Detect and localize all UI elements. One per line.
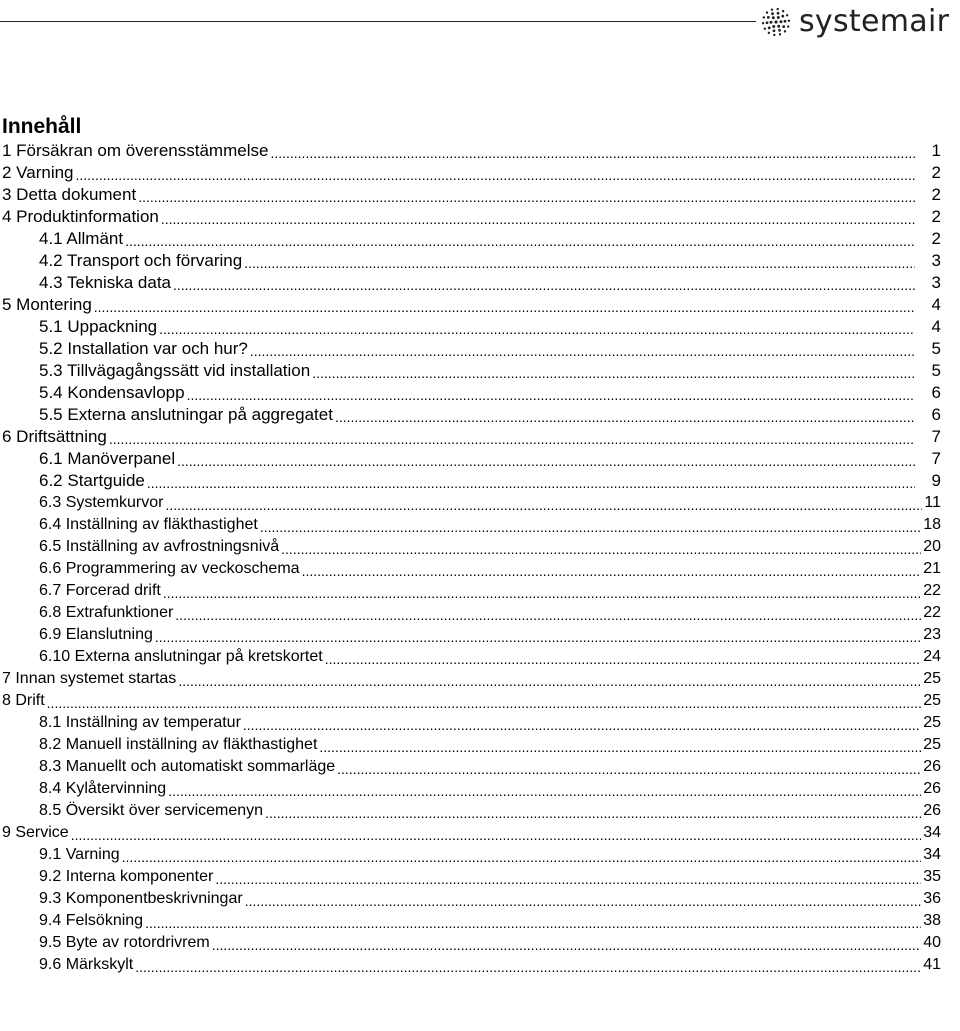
logo-dot	[779, 33, 781, 35]
toc-entry-label: 8.3 Manuellt och automatiskt sommarläge	[39, 758, 336, 775]
brand-name: systemair	[799, 4, 950, 39]
toc-dot-leader	[47, 690, 922, 712]
toc-entry-page: 2	[931, 185, 941, 204]
toc-entry-label: 8 Drift	[2, 692, 45, 709]
toc-entry-page: 25	[923, 714, 941, 731]
toc-entry-label: 6.8 Extrafunktioner	[39, 604, 174, 621]
toc-entry-label: 8.2 Manuell inställning av fläkthastighet	[39, 736, 318, 753]
toc-entry[interactable]	[0, 756, 941, 778]
toc-dot-leader	[159, 316, 915, 338]
logo-dot	[782, 25, 785, 28]
toc-entry-page: 41	[923, 956, 941, 973]
toc-dot-leader	[312, 360, 915, 382]
logo-dot	[788, 20, 790, 22]
toc-entry-page: 26	[923, 780, 941, 797]
toc-entry-label: 2 Varning	[2, 163, 74, 182]
toc-entry-page: 38	[923, 912, 941, 929]
toc-entry-label: 4.3 Tekniska data	[39, 273, 171, 292]
toc-entry-page: 23	[923, 626, 941, 643]
logo-dot	[768, 26, 771, 29]
toc-entry[interactable]	[0, 910, 941, 932]
toc-dot-leader	[281, 536, 921, 558]
toc-dot-leader	[161, 206, 915, 228]
logo-dot	[771, 8, 773, 10]
toc-dot-leader	[168, 778, 921, 800]
toc-entry-page: 3	[931, 273, 941, 292]
toc-title: Innehåll	[2, 115, 82, 138]
toc-entry-page: 26	[923, 802, 941, 819]
toc-entry[interactable]	[0, 734, 941, 756]
toc-dot-leader	[265, 800, 921, 822]
toc-entry-label: 5.4 Kondensavlopp	[39, 383, 185, 402]
toc-entry-page: 5	[931, 339, 941, 358]
toc-entry-page: 21	[923, 560, 941, 577]
toc-entry[interactable]	[0, 844, 941, 866]
toc-entry-page: 7	[931, 427, 941, 446]
toc-entry-label: 9.6 Märkskylt	[39, 956, 134, 973]
toc-entry-label: 6 Driftsättning	[2, 427, 107, 446]
toc-entry-page: 34	[923, 846, 941, 863]
toc-entry[interactable]	[0, 668, 941, 690]
toc-entry[interactable]	[0, 162, 941, 184]
toc-entry[interactable]	[0, 690, 941, 712]
toc-dot-leader	[177, 448, 915, 470]
toc-entry[interactable]	[0, 250, 941, 272]
logo-dot	[772, 16, 775, 19]
toc-entry-label: 6.4 Inställning av fläkthastighet	[39, 516, 258, 533]
toc-entry[interactable]	[0, 360, 941, 382]
logo-dot	[784, 20, 787, 23]
toc-entry-label: 8.5 Översikt över servicemenyn	[39, 802, 264, 819]
toc-entry-page: 6	[931, 405, 941, 424]
logo-dot	[784, 30, 786, 32]
toc-entry[interactable]	[0, 932, 941, 954]
toc-entry-page: 36	[923, 890, 941, 907]
header-rule	[0, 21, 756, 22]
toc-dot-leader	[187, 382, 915, 404]
toc-dot-leader	[302, 558, 922, 580]
toc-entry[interactable]	[0, 800, 941, 822]
table-of-contents	[0, 140, 941, 976]
toc-entry-label: 6.10 Externa anslutningar på kretskortet	[39, 648, 323, 665]
toc-entry-page: 22	[923, 582, 941, 599]
toc-entry-page: 24	[923, 648, 941, 665]
toc-entry-page: 2	[931, 207, 941, 226]
toc-entry-label: 8.1 Inställning av temperatur	[39, 714, 241, 731]
toc-dot-leader	[94, 294, 915, 316]
toc-entry[interactable]	[0, 888, 941, 910]
toc-entry-page: 22	[923, 604, 941, 621]
toc-dot-leader	[335, 404, 915, 426]
toc-dot-leader	[260, 514, 921, 536]
toc-entry[interactable]	[0, 184, 941, 206]
toc-entry-label: 6.2 Startguide	[39, 471, 145, 490]
toc-entry-page: 1	[931, 141, 941, 160]
toc-entry-label: 7 Innan systemet startas	[2, 670, 177, 687]
toc-entry[interactable]	[0, 712, 941, 734]
toc-entry[interactable]	[0, 404, 941, 426]
logo-dot	[762, 22, 764, 24]
logo-dot	[768, 32, 770, 34]
toc-entry-page: 18	[923, 516, 941, 533]
logo-dot	[777, 8, 779, 10]
logo-dot	[766, 21, 769, 24]
toc-entry-label: 1 Försäkran om överensstämmelse	[2, 141, 269, 160]
toc-entry-label: 4.2 Transport och förvaring	[39, 251, 243, 270]
toc-entry-label: 9.1 Varning	[39, 846, 120, 863]
toc-dot-leader	[243, 712, 921, 734]
toc-entry[interactable]	[0, 822, 941, 844]
toc-dot-leader	[125, 228, 915, 250]
toc-dot-leader	[155, 624, 921, 646]
toc-entry-page: 25	[923, 692, 941, 709]
toc-entry[interactable]	[0, 954, 941, 976]
toc-dot-leader	[71, 822, 922, 844]
toc-dot-leader	[163, 580, 921, 602]
logo-dot	[772, 25, 775, 28]
logo-dot	[777, 16, 780, 19]
logo-dot	[763, 16, 765, 18]
toc-entry-page: 35	[923, 868, 941, 885]
logo-dot	[774, 20, 777, 23]
toc-entry-label: 5.2 Installation var och hur?	[39, 339, 248, 358]
toc-entry-label: 6.1 Manöverpanel	[39, 449, 176, 468]
toc-entry-page: 2	[931, 229, 941, 248]
toc-dot-leader	[138, 184, 915, 206]
toc-dot-leader	[173, 272, 915, 294]
logo-dot	[766, 11, 768, 13]
toc-dot-leader	[175, 602, 921, 624]
toc-entry-label: 9 Service	[2, 824, 69, 841]
toc-entry-page: 40	[923, 934, 941, 951]
toc-entry[interactable]	[0, 866, 941, 888]
systemair-dot-logo-icon	[759, 3, 793, 41]
toc-entry-label: 9.5 Byte av rotordrivrem	[39, 934, 210, 951]
logo-dot	[771, 12, 774, 15]
toc-entry-page: 20	[923, 538, 941, 555]
toc-entry[interactable]	[0, 294, 941, 316]
toc-entry[interactable]	[0, 382, 941, 404]
toc-entry[interactable]	[0, 580, 941, 602]
toc-entry[interactable]	[0, 778, 941, 800]
toc-entry[interactable]	[0, 272, 941, 294]
toc-dot-leader	[250, 338, 915, 360]
toc-entry[interactable]	[0, 206, 941, 228]
toc-entry-page: 5	[931, 361, 941, 380]
toc-entry-page: 7	[931, 449, 941, 468]
toc-dot-leader	[319, 734, 921, 756]
toc-entry[interactable]	[0, 228, 941, 250]
toc-entry-label: 5 Montering	[2, 295, 92, 314]
logo-dot	[764, 28, 766, 30]
toc-entry-label: 6.5 Inställning av avfrostningsnivå	[39, 538, 280, 555]
toc-entry[interactable]	[0, 624, 941, 646]
toc-dot-leader	[337, 756, 921, 778]
toc-entry-label: 6.6 Programmering av veckoschema	[39, 560, 300, 577]
toc-entry-page: 26	[923, 758, 941, 775]
toc-entry[interactable]	[0, 338, 941, 360]
toc-entry-label: 3 Detta dokument	[2, 185, 137, 204]
toc-entry[interactable]	[0, 536, 941, 558]
toc-entry[interactable]	[0, 602, 941, 624]
toc-entry-page: 11	[924, 494, 941, 511]
toc-entry-label: 4 Produktinformation	[2, 207, 159, 226]
logo-dot	[782, 10, 784, 12]
logo-dot	[770, 21, 773, 24]
toc-entry-page: 2	[931, 163, 941, 182]
toc-entry-page: 3	[931, 251, 941, 270]
toc-entry-label: 9.2 Interna komponenter	[39, 868, 214, 885]
toc-entry-label: 6.9 Elanslutning	[39, 626, 153, 643]
logo-dot	[767, 16, 770, 19]
toc-entry[interactable]	[0, 646, 941, 668]
toc-entry[interactable]	[0, 514, 941, 536]
logo-dot	[787, 25, 789, 27]
toc-entry-page: 4	[931, 317, 941, 336]
toc-dot-leader	[109, 426, 915, 448]
logo-dot	[777, 12, 780, 15]
toc-dot-leader	[145, 910, 921, 932]
toc-dot-leader	[325, 646, 921, 668]
toc-entry[interactable]	[0, 492, 941, 514]
logo-dot	[781, 15, 784, 18]
toc-entry-label: 5.3 Tillvägagångssätt vid installation	[39, 361, 311, 380]
toc-entry-label: 9.3 Komponentbeskrivningar	[39, 890, 243, 907]
toc-entry-page: 6	[931, 383, 941, 402]
toc-dot-leader	[212, 932, 921, 954]
toc-dot-leader	[178, 668, 921, 690]
toc-entry[interactable]	[0, 448, 941, 470]
toc-dot-leader	[215, 866, 921, 888]
toc-entry-page: 9	[931, 471, 941, 490]
toc-entry-label: 8.4 Kylåtervinning	[39, 780, 167, 797]
brand-logo	[759, 0, 960, 44]
toc-dot-leader	[244, 250, 915, 272]
toc-dot-leader	[245, 888, 922, 910]
logo-dot	[777, 25, 780, 28]
logo-dot	[773, 29, 776, 32]
toc-entry-label: 6.3 Systemkurvor	[39, 494, 164, 511]
toc-entry[interactable]	[0, 470, 941, 492]
toc-dot-leader	[135, 954, 921, 976]
logo-dot	[779, 20, 782, 23]
logo-dot	[786, 14, 788, 16]
toc-entry[interactable]	[0, 140, 941, 162]
toc-entry-label: 9.4 Felsökning	[39, 912, 144, 929]
toc-dot-leader	[165, 492, 922, 514]
logo-dot	[778, 29, 781, 32]
logo-dot	[773, 34, 775, 36]
toc-entry-page: 34	[923, 824, 941, 841]
toc-dot-leader	[76, 162, 915, 184]
toc-entry-label: 5.5 Externa anslutningar på aggregatet	[39, 405, 333, 424]
toc-dot-leader	[147, 470, 915, 492]
toc-entry-page: 25	[923, 670, 941, 687]
toc-dot-leader	[122, 844, 922, 866]
toc-dot-leader	[270, 140, 915, 162]
toc-entry-page: 25	[923, 736, 941, 753]
toc-entry[interactable]	[0, 316, 941, 338]
toc-entry-label: 5.1 Uppackning	[39, 317, 158, 336]
toc-entry[interactable]	[0, 558, 941, 580]
toc-entry-label: 4.1 Allmänt	[39, 229, 124, 248]
toc-entry-page: 4	[931, 295, 941, 314]
toc-entry[interactable]	[0, 426, 941, 448]
toc-entry-label: 6.7 Forcerad drift	[39, 582, 161, 599]
